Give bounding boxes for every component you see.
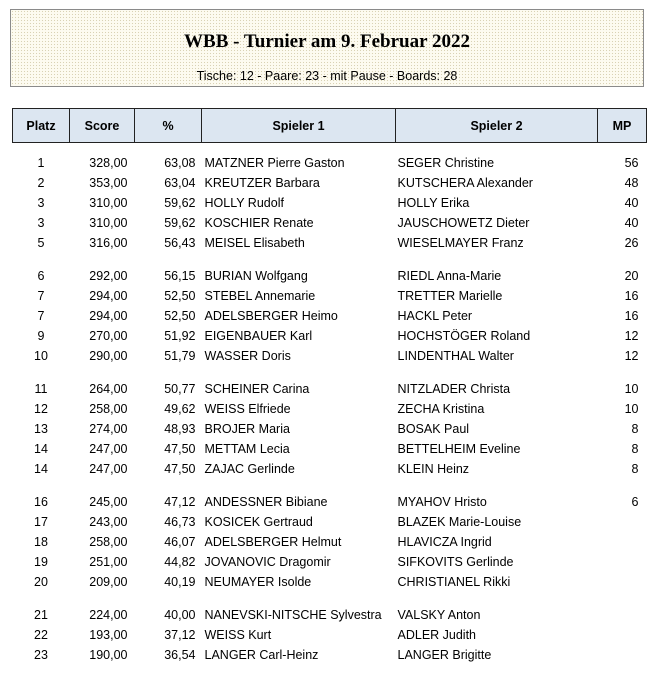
cell-percent: 56,15 xyxy=(164,269,196,283)
cell-score: 353,00 xyxy=(89,176,128,190)
cell-spieler-1: NANEVSKI-NITSCHE Sylvestra xyxy=(204,608,382,622)
cell-platz: 21 xyxy=(34,608,48,622)
cell-mp: 12 xyxy=(624,349,639,363)
cell-spieler-1: JOVANOVIC Dragomir xyxy=(204,555,331,569)
cell-spieler-1: LANGER Carl-Heinz xyxy=(204,648,319,662)
table-row xyxy=(13,326,647,346)
cell-platz: 14 xyxy=(34,462,48,476)
cell-spieler-2: CHRISTIANEL Rikki xyxy=(397,575,511,589)
table-row xyxy=(13,266,647,286)
table-row xyxy=(13,346,647,366)
cell-percent: 52,50 xyxy=(164,289,196,303)
table-row xyxy=(13,419,647,439)
cell-spieler-2: KUTSCHERA Alexander xyxy=(397,176,533,190)
cell-score: 328,00 xyxy=(89,156,128,170)
cell-spieler-2: NITZLADER Christa xyxy=(397,382,511,396)
cell-spieler-1: WEISS Elfriede xyxy=(204,402,291,416)
cell-mp xyxy=(598,532,647,552)
cell-percent: 40,00 xyxy=(164,608,196,622)
table-row xyxy=(13,379,647,399)
cell-mp xyxy=(598,645,647,665)
table-row xyxy=(13,439,647,459)
cell-platz: 5 xyxy=(37,236,45,250)
cell-mp xyxy=(598,625,647,645)
column-header-percent: % xyxy=(135,109,202,143)
cell-percent: 63,04 xyxy=(164,176,196,190)
cell-spieler-1: BURIAN Wolfgang xyxy=(204,269,308,283)
table-row xyxy=(13,459,647,479)
table-row xyxy=(13,399,647,419)
cell-mp: 8 xyxy=(631,442,639,456)
cell-score: 294,00 xyxy=(89,289,128,303)
cell-mp: 40 xyxy=(624,216,639,230)
results-table xyxy=(12,108,647,665)
table-row xyxy=(13,306,647,326)
cell-percent: 46,07 xyxy=(164,535,196,549)
table-row xyxy=(13,572,647,592)
table-row xyxy=(13,173,647,193)
cell-spieler-1: STEBEL Annemarie xyxy=(204,289,316,303)
cell-platz: 3 xyxy=(37,196,45,210)
cell-percent: 51,92 xyxy=(164,329,196,343)
cell-spieler-1: WASSER Doris xyxy=(204,349,291,363)
cell-percent: 47,12 xyxy=(164,495,196,509)
cell-spieler-2: HOCHSTÖGER Roland xyxy=(397,329,531,343)
cell-platz: 20 xyxy=(34,575,48,589)
table-row xyxy=(13,552,647,572)
cell-score: 310,00 xyxy=(89,216,128,230)
cell-platz: 13 xyxy=(34,422,48,436)
table-row xyxy=(13,645,647,665)
cell-spieler-1: ADELSBERGER Helmut xyxy=(204,535,342,549)
cell-score: 258,00 xyxy=(89,535,128,549)
cell-spieler-1: ZAJAC Gerlinde xyxy=(204,462,295,476)
cell-score: 247,00 xyxy=(89,462,128,476)
table-row xyxy=(13,153,647,173)
cell-spieler-2: LINDENTHAL Walter xyxy=(397,349,514,363)
group-gap-row xyxy=(13,479,647,492)
cell-percent: 50,77 xyxy=(164,382,196,396)
spacer-row xyxy=(13,143,647,154)
cell-score: 193,00 xyxy=(89,628,128,642)
page-title: WBB - Turnier am 9. Februar 2022 xyxy=(184,31,470,52)
cell-score: 292,00 xyxy=(89,269,128,283)
cell-platz: 10 xyxy=(34,349,48,363)
cell-spieler-1: NEUMAYER Isolde xyxy=(204,575,312,589)
cell-platz: 6 xyxy=(37,269,45,283)
cell-spieler-2: JAUSCHOWETZ Dieter xyxy=(397,216,530,230)
cell-percent: 44,82 xyxy=(164,555,196,569)
cell-percent: 40,19 xyxy=(164,575,196,589)
table-row xyxy=(13,512,647,532)
cell-spieler-2: TRETTER Marielle xyxy=(397,289,503,303)
cell-mp xyxy=(598,605,647,625)
cell-spieler-1: ADELSBERGER Heimo xyxy=(204,309,338,323)
cell-spieler-2: SEGER Christine xyxy=(397,156,495,170)
cell-platz: 14 xyxy=(34,442,48,456)
cell-spieler-1: ANDESSNER Bibiane xyxy=(204,495,328,509)
cell-score: 270,00 xyxy=(89,329,128,343)
table-body xyxy=(13,143,647,666)
cell-platz: 1 xyxy=(37,156,45,170)
cell-mp: 56 xyxy=(624,156,639,170)
cell-score: 209,00 xyxy=(89,575,128,589)
cell-platz: 22 xyxy=(34,628,48,642)
cell-percent: 48,93 xyxy=(164,422,196,436)
cell-score: 310,00 xyxy=(89,196,128,210)
cell-mp: 16 xyxy=(624,309,639,323)
group-gap-row xyxy=(13,253,647,266)
cell-platz: 3 xyxy=(37,216,45,230)
cell-percent: 49,62 xyxy=(164,402,196,416)
cell-percent: 56,43 xyxy=(164,236,196,250)
cell-spieler-2: SIFKOVITS Gerlinde xyxy=(397,555,514,569)
cell-spieler-1: WEISS Kurt xyxy=(204,628,272,642)
cell-score: 245,00 xyxy=(89,495,128,509)
cell-spieler-1: KREUTZER Barbara xyxy=(204,176,320,190)
cell-platz: 16 xyxy=(34,495,48,509)
header-box xyxy=(10,9,644,87)
cell-score: 251,00 xyxy=(89,555,128,569)
cell-platz: 19 xyxy=(34,555,48,569)
cell-spieler-1: MATZNER Pierre Gaston xyxy=(204,156,345,170)
cell-percent: 51,79 xyxy=(164,349,196,363)
table-row xyxy=(13,492,647,512)
table-row xyxy=(13,605,647,625)
cell-score: 243,00 xyxy=(89,515,128,529)
cell-mp: 40 xyxy=(624,196,639,210)
column-header-spieler-2: Spieler 2 xyxy=(396,109,598,143)
cell-percent: 37,12 xyxy=(164,628,196,642)
cell-score: 264,00 xyxy=(89,382,128,396)
cell-mp: 6 xyxy=(631,495,639,509)
cell-spieler-2: HACKL Peter xyxy=(397,309,473,323)
cell-spieler-1: METTAM Lecia xyxy=(204,442,290,456)
cell-spieler-1: BROJER Maria xyxy=(204,422,290,436)
cell-spieler-2: HOLLY Erika xyxy=(397,196,470,210)
cell-platz: 17 xyxy=(34,515,48,529)
cell-score: 258,00 xyxy=(89,402,128,416)
cell-platz: 23 xyxy=(34,648,48,662)
cell-spieler-2: LANGER Brigitte xyxy=(397,648,492,662)
cell-score: 294,00 xyxy=(89,309,128,323)
cell-mp: 26 xyxy=(624,236,639,250)
cell-mp xyxy=(598,512,647,532)
cell-percent: 52,50 xyxy=(164,309,196,323)
cell-spieler-1: SCHEINER Carina xyxy=(204,382,310,396)
cell-score: 290,00 xyxy=(89,349,128,363)
cell-percent: 46,73 xyxy=(164,515,196,529)
cell-score: 274,00 xyxy=(89,422,128,436)
cell-percent: 36,54 xyxy=(164,648,196,662)
cell-platz: 2 xyxy=(37,176,45,190)
cell-spieler-2: BLAZEK Marie-Louise xyxy=(397,515,522,529)
cell-spieler-2: HLAVICZA Ingrid xyxy=(397,535,492,549)
cell-percent: 59,62 xyxy=(164,216,196,230)
cell-mp: 48 xyxy=(624,176,639,190)
cell-spieler-1: KOSICEK Gertraud xyxy=(204,515,313,529)
table-row xyxy=(13,625,647,645)
cell-score: 316,00 xyxy=(89,236,128,250)
table-row xyxy=(13,193,647,213)
cell-spieler-2: KLEIN Heinz xyxy=(397,462,470,476)
cell-spieler-2: ADLER Judith xyxy=(397,628,477,642)
cell-mp: 10 xyxy=(624,382,639,396)
cell-mp: 10 xyxy=(624,402,639,416)
cell-mp: 8 xyxy=(631,462,639,476)
cell-mp: 16 xyxy=(624,289,639,303)
cell-spieler-1: MEISEL Elisabeth xyxy=(204,236,305,250)
column-header-platz: Platz xyxy=(13,109,70,143)
page-subtitle: Tische: 12 - Paare: 23 - mit Pause - Boards: 28 xyxy=(196,69,458,83)
cell-score: 224,00 xyxy=(89,608,128,622)
cell-platz: 12 xyxy=(34,402,48,416)
cell-platz: 9 xyxy=(37,329,45,343)
cell-spieler-2: WIESELMAYER Franz xyxy=(397,236,524,250)
table-row xyxy=(13,213,647,233)
table-row xyxy=(13,286,647,306)
cell-spieler-1: HOLLY Rudolf xyxy=(204,196,284,210)
cell-spieler-2: ZECHA Kristina xyxy=(397,402,485,416)
group-gap-row xyxy=(13,592,647,605)
cell-spieler-2: VALSKY Anton xyxy=(397,608,481,622)
cell-spieler-1: EIGENBAUER Karl xyxy=(204,329,313,343)
cell-percent: 47,50 xyxy=(164,442,196,456)
cell-spieler-2: RIEDL Anna-Marie xyxy=(397,269,502,283)
column-header-spieler-1: Spieler 1 xyxy=(202,109,396,143)
column-header-score: Score xyxy=(70,109,135,143)
cell-spieler-1: KOSCHIER Renate xyxy=(204,216,314,230)
cell-mp xyxy=(598,552,647,572)
cell-mp: 8 xyxy=(631,422,639,436)
cell-platz: 7 xyxy=(37,309,45,323)
cell-spieler-2: MYAHOV Hristo xyxy=(397,495,487,509)
cell-platz: 18 xyxy=(34,535,48,549)
cell-percent: 63,08 xyxy=(164,156,196,170)
table-row xyxy=(13,233,647,253)
cell-mp: 20 xyxy=(624,269,639,283)
cell-mp xyxy=(598,572,647,592)
cell-score: 247,00 xyxy=(89,442,128,456)
table-header xyxy=(13,109,647,143)
cell-spieler-2: BETTELHEIM Eveline xyxy=(397,442,521,456)
cell-platz: 11 xyxy=(34,382,48,396)
cell-spieler-2: BOSAK Paul xyxy=(397,422,470,436)
cell-platz: 7 xyxy=(37,289,45,303)
cell-score: 190,00 xyxy=(89,648,128,662)
table-row xyxy=(13,532,647,552)
group-gap-row xyxy=(13,366,647,379)
column-header-mp: MP xyxy=(598,109,647,143)
cell-mp: 12 xyxy=(624,329,639,343)
cell-percent: 59,62 xyxy=(164,196,196,210)
cell-percent: 47,50 xyxy=(164,462,196,476)
